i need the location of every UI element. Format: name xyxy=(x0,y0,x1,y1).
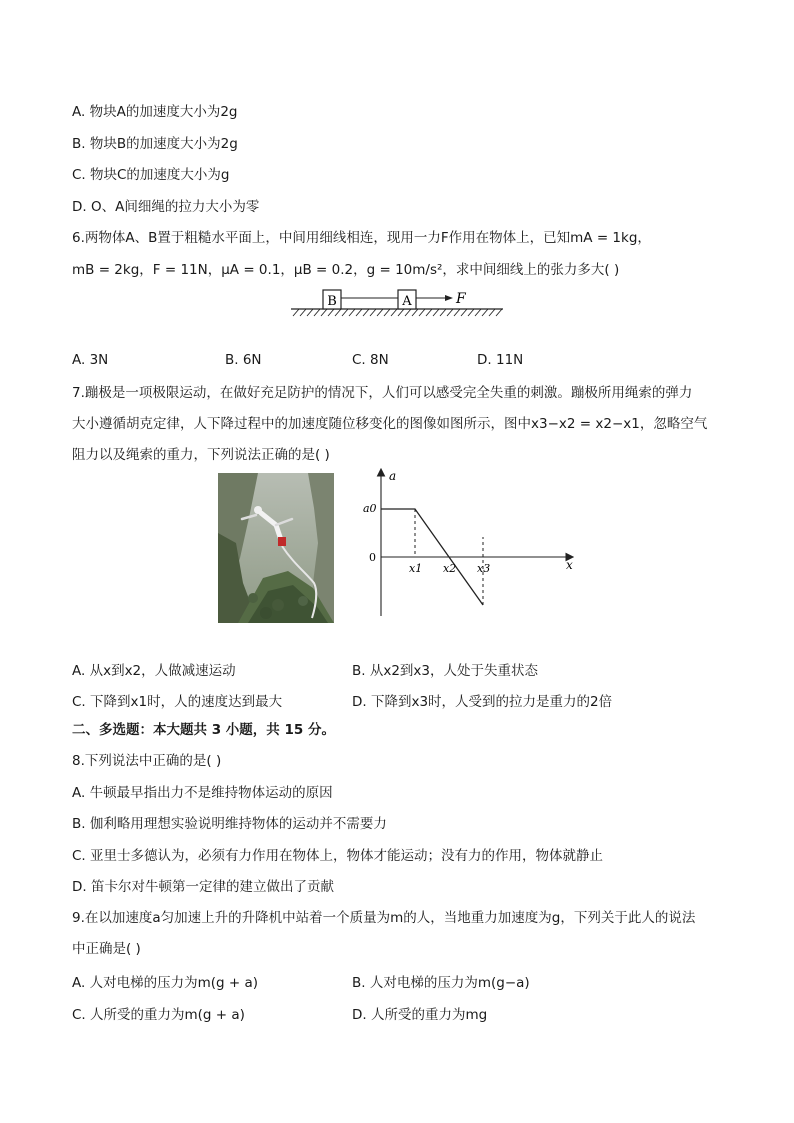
bungee-photo xyxy=(218,473,334,623)
block-b-label: B xyxy=(327,294,337,309)
q8-option-d: D. 笛卡尔对牛顿第一定律的建立做出了贡献 xyxy=(72,879,334,895)
ground-hatching xyxy=(293,309,502,316)
q8-stem: 8.下列说法中正确的是( ) xyxy=(72,753,222,769)
q9-option-c: C. 人所受的重力为m(g + a) xyxy=(72,1007,245,1023)
q7-stem-line1: 7.蹦极是一项极限运动，在做好充足防护的情况下，人们可以感受完全失重的刺激。蹦极所用绳索的弹力 xyxy=(72,385,693,401)
q6-option-c: C. 8N xyxy=(352,352,389,368)
q6-stem-line1: 6.两物体A、B置于粗糙水平面上，中间用细线相连，现用一力F作用在物体上，已知mA = 1kg， xyxy=(72,230,651,246)
q6-option-a: A. 3N xyxy=(72,352,109,368)
q7-option-b: B. 从x2到x3，人处于失重状态 xyxy=(352,663,539,679)
q9-stem-line1: 9.在以加速度a匀加速上升的升降机中站着一个质量为m的人，当地重力加速度为g，下列关于此人的说法 xyxy=(72,910,696,926)
q9-option-b: B. 人对电梯的压力为m(g−a) xyxy=(352,975,530,991)
q8-option-c: C. 亚里士多德认为，必须有力作用在物体上，物体才能运动；没有力的作用，物体就静止 xyxy=(72,848,604,864)
q6-option-b: B. 6N xyxy=(225,352,262,368)
q6-stem-line2: mB = 2kg，F = 11N，μA = 0.1，μB = 0.2，g = 10m/s²，求中间细线上的张力多大( ) xyxy=(72,262,620,278)
x-tick-x3: x3 xyxy=(477,562,491,575)
q7-stem-line3: 阻力以及绳索的重力，下列说法正确的是( ) xyxy=(72,447,330,463)
q7-option-c: C. 下降到x1时，人的速度达到最大 xyxy=(72,694,283,710)
x-tick-x2: x2 xyxy=(443,562,457,575)
y-axis-label: a xyxy=(389,469,397,483)
x-tick-x1: x1 xyxy=(409,562,423,575)
q7-stem-line2: 大小遵循胡克定律，人下降过程中的加速度随位移变化的图像如图所示，图中x3−x2 = x2−x1，忽略空气 xyxy=(72,416,708,432)
force-label: F xyxy=(456,291,466,307)
q9-option-a: A. 人对电梯的压力为m(g + a) xyxy=(72,975,259,991)
section-heading: 二、多选题：本大题共 3 小题，共 15 分。 xyxy=(72,722,335,738)
q8-option-b: B. 伽利略用理想实验说明维持物体的运动并不需要力 xyxy=(72,816,387,832)
bungee-photo-illustration xyxy=(218,473,334,623)
q7-option-d: D. 下降到x3时，人受到的拉力是重力的2倍 xyxy=(352,694,613,710)
block-a-label: A xyxy=(402,294,412,309)
option-d: D. O、A间细绳的拉力大小为零 xyxy=(72,199,260,215)
y-tick-a0: a0 xyxy=(363,502,377,515)
q7-option-a: A. 从x到x2，人做减速运动 xyxy=(72,663,236,679)
q9-option-d: D. 人所受的重力为mg xyxy=(352,1007,488,1023)
q6-option-d: D. 11N xyxy=(477,352,524,368)
acceleration-displacement-chart xyxy=(360,468,585,620)
option-a: A. 物块A的加速度大小为2g xyxy=(72,104,238,120)
force-arrowhead xyxy=(445,295,453,301)
y-tick-zero: 0 xyxy=(369,551,376,564)
q9-stem-line2: 中正确是( ) xyxy=(72,941,141,957)
option-c: C. 物块C的加速度大小为g xyxy=(72,167,230,183)
q6-figure xyxy=(288,286,508,320)
option-b: B. 物块B的加速度大小为2g xyxy=(72,136,238,152)
x-axis-label: x xyxy=(566,558,573,572)
q8-option-a: A. 牛顿最早指出力不是维持物体运动的原因 xyxy=(72,785,333,801)
